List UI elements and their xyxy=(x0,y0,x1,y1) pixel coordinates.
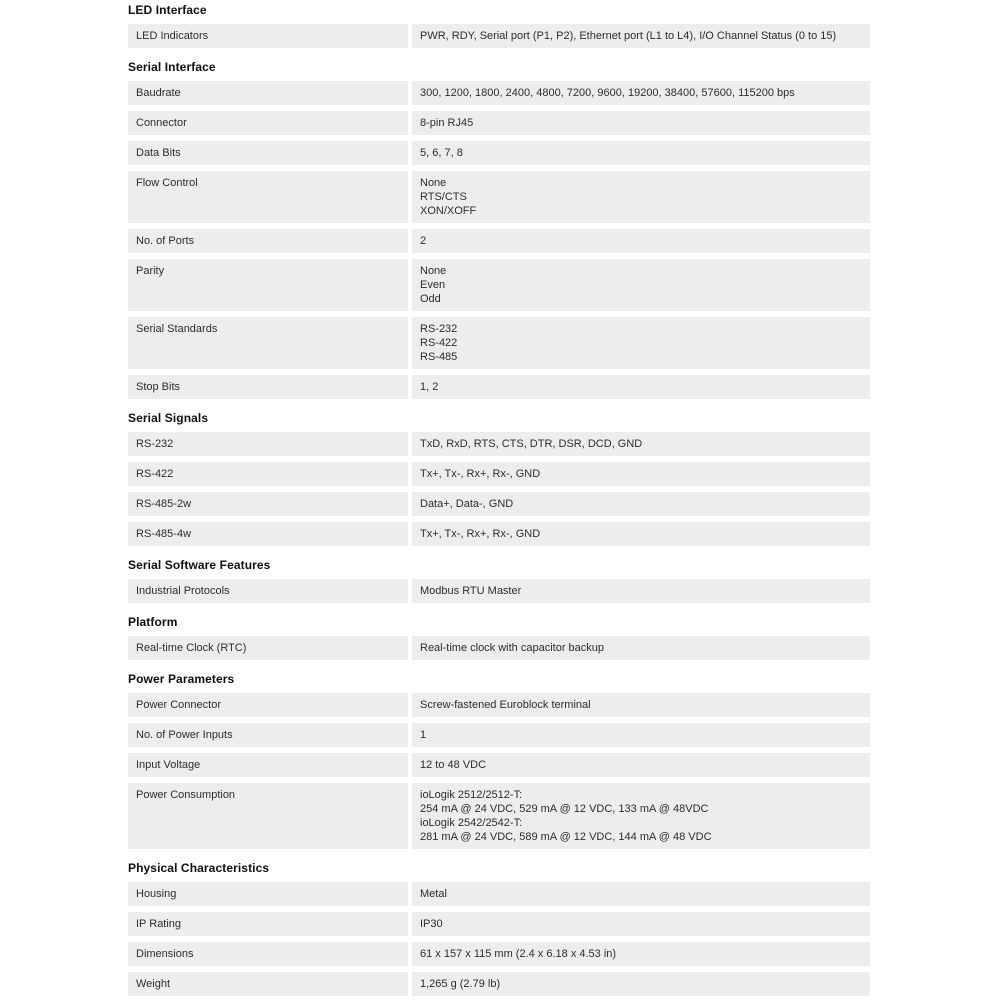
value-line: 254 mA @ 24 VDC, 529 mA @ 12 VDC, 133 mA @ 48VDC xyxy=(420,803,709,815)
section-title: Power Parameters xyxy=(128,672,235,686)
row-value xyxy=(412,636,870,660)
value-line: 1,265 g (2.79 lb) xyxy=(420,978,501,990)
row-label: Weight xyxy=(128,972,408,996)
value-line: ioLogik 2542/2542-T: xyxy=(420,817,523,829)
value-line: 5, 6, 7, 8 xyxy=(420,147,463,159)
row-label: Flow Control xyxy=(128,171,408,223)
value-line: Screw-fastened Euroblock terminal xyxy=(420,699,591,711)
value-line: 300, 1200, 1800, 2400, 4800, 7200, 9600, 19200, 38400, 57600, 115200 bps xyxy=(420,87,795,99)
value-line: XON/XOFF xyxy=(420,205,477,217)
value-line: TxD, RxD, RTS, CTS, DTR, DSR, DCD, GND xyxy=(420,438,643,450)
table-row xyxy=(128,972,870,996)
value-line: Real-time clock with capacitor backup xyxy=(420,642,605,654)
row-label: No. of Ports xyxy=(128,229,408,253)
row-value xyxy=(412,693,870,717)
table-row xyxy=(128,579,870,603)
row-label: RS-232 xyxy=(128,432,408,456)
row-label: Baudrate xyxy=(128,81,408,105)
row-label: RS-422 xyxy=(128,462,408,486)
value-line: IP30 xyxy=(420,918,443,930)
row-value xyxy=(412,753,870,777)
table-row xyxy=(128,636,870,660)
value-line: Data+, Data-, GND xyxy=(420,498,514,510)
section-title: Serial Interface xyxy=(128,60,216,74)
value-line: None xyxy=(420,265,447,277)
row-value xyxy=(412,171,870,223)
table-row xyxy=(128,753,870,777)
row-label: Real-time Clock (RTC) xyxy=(128,636,408,660)
value-line: PWR, RDY, Serial port (P1, P2), Ethernet port (L1 to L4), I/O Channel Status (0 to 15) xyxy=(420,30,837,42)
value-line: RTS/CTS xyxy=(420,191,467,203)
row-label: IP Rating xyxy=(128,912,408,936)
value-line: 2 xyxy=(420,235,427,247)
value-line: Modbus RTU Master xyxy=(420,585,522,597)
row-label: Housing xyxy=(128,882,408,906)
spec-section xyxy=(128,862,870,996)
row-value xyxy=(412,141,870,165)
row-value xyxy=(412,24,870,48)
row-value xyxy=(412,972,870,996)
value-line: RS-232 xyxy=(420,323,458,335)
table-row xyxy=(128,522,870,546)
row-label: Parity xyxy=(128,259,408,311)
row-value xyxy=(412,522,870,546)
row-label: Data Bits xyxy=(128,141,408,165)
value-line: 61 x 157 x 115 mm (2.4 x 6.18 x 4.53 in) xyxy=(420,948,617,960)
table-row xyxy=(128,317,870,369)
value-line: 1 xyxy=(420,729,427,741)
value-line: RS-485 xyxy=(420,351,458,363)
value-line: Tx+, Tx-, Rx+, Rx-, GND xyxy=(420,468,541,480)
spec-section xyxy=(128,61,870,399)
row-value xyxy=(412,229,870,253)
value-line: None xyxy=(420,177,447,189)
table-row xyxy=(128,229,870,253)
row-label: RS-485-4w xyxy=(128,522,408,546)
table-row xyxy=(128,693,870,717)
table-row xyxy=(128,111,870,135)
table-row xyxy=(128,81,870,105)
value-line: Odd xyxy=(420,293,441,305)
row-label: Industrial Protocols xyxy=(128,579,408,603)
row-value xyxy=(412,317,870,369)
section-title: Platform xyxy=(128,615,178,629)
row-label: Dimensions xyxy=(128,942,408,966)
table-row xyxy=(128,259,870,311)
row-value xyxy=(412,882,870,906)
row-label: Connector xyxy=(128,111,408,135)
row-label: Input Voltage xyxy=(128,753,408,777)
row-value xyxy=(412,375,870,399)
table-row xyxy=(128,723,870,747)
value-line: 281 mA @ 24 VDC, 589 mA @ 12 VDC, 144 mA @ 48 VDC xyxy=(420,831,712,843)
row-value xyxy=(412,492,870,516)
value-line: 12 to 48 VDC xyxy=(420,759,487,771)
spec-section xyxy=(128,616,870,660)
value-line: 8-pin RJ45 xyxy=(420,117,474,129)
row-value xyxy=(412,942,870,966)
row-value xyxy=(412,783,870,849)
row-value xyxy=(412,579,870,603)
spec-section xyxy=(128,4,870,48)
spec-sections xyxy=(128,4,870,996)
row-label: Power Consumption xyxy=(128,783,408,849)
row-value xyxy=(412,723,870,747)
table-row xyxy=(128,24,870,48)
value-line: Metal xyxy=(420,888,447,900)
value-line: Even xyxy=(420,279,446,291)
row-value xyxy=(412,111,870,135)
spec-section xyxy=(128,559,870,603)
table-row xyxy=(128,492,870,516)
table-row xyxy=(128,942,870,966)
value-line: ioLogik 2512/2512-T: xyxy=(420,789,523,801)
spec-section xyxy=(128,412,870,546)
row-label: Stop Bits xyxy=(128,375,408,399)
row-value xyxy=(412,259,870,311)
table-row xyxy=(128,375,870,399)
row-label: Serial Standards xyxy=(128,317,408,369)
row-label: LED Indicators xyxy=(128,24,408,48)
section-title: Serial Signals xyxy=(128,411,209,425)
table-row xyxy=(128,432,870,456)
row-value xyxy=(412,462,870,486)
row-value xyxy=(412,912,870,936)
spec-section xyxy=(128,673,870,849)
value-line: RS-422 xyxy=(420,337,458,349)
value-line: Tx+, Tx-, Rx+, Rx-, GND xyxy=(420,528,541,540)
row-label: RS-485-2w xyxy=(128,492,408,516)
section-title: Physical Characteristics xyxy=(128,861,270,875)
row-label: Power Connector xyxy=(128,693,408,717)
section-title: Serial Software Features xyxy=(128,558,271,572)
row-value xyxy=(412,432,870,456)
value-line: 1, 2 xyxy=(420,381,439,393)
table-row xyxy=(128,171,870,223)
row-value xyxy=(412,81,870,105)
table-row xyxy=(128,783,870,849)
section-title: LED Interface xyxy=(128,3,207,17)
table-row xyxy=(128,882,870,906)
table-row xyxy=(128,141,870,165)
row-label: No. of Power Inputs xyxy=(128,723,408,747)
table-row xyxy=(128,462,870,486)
table-row xyxy=(128,912,870,936)
